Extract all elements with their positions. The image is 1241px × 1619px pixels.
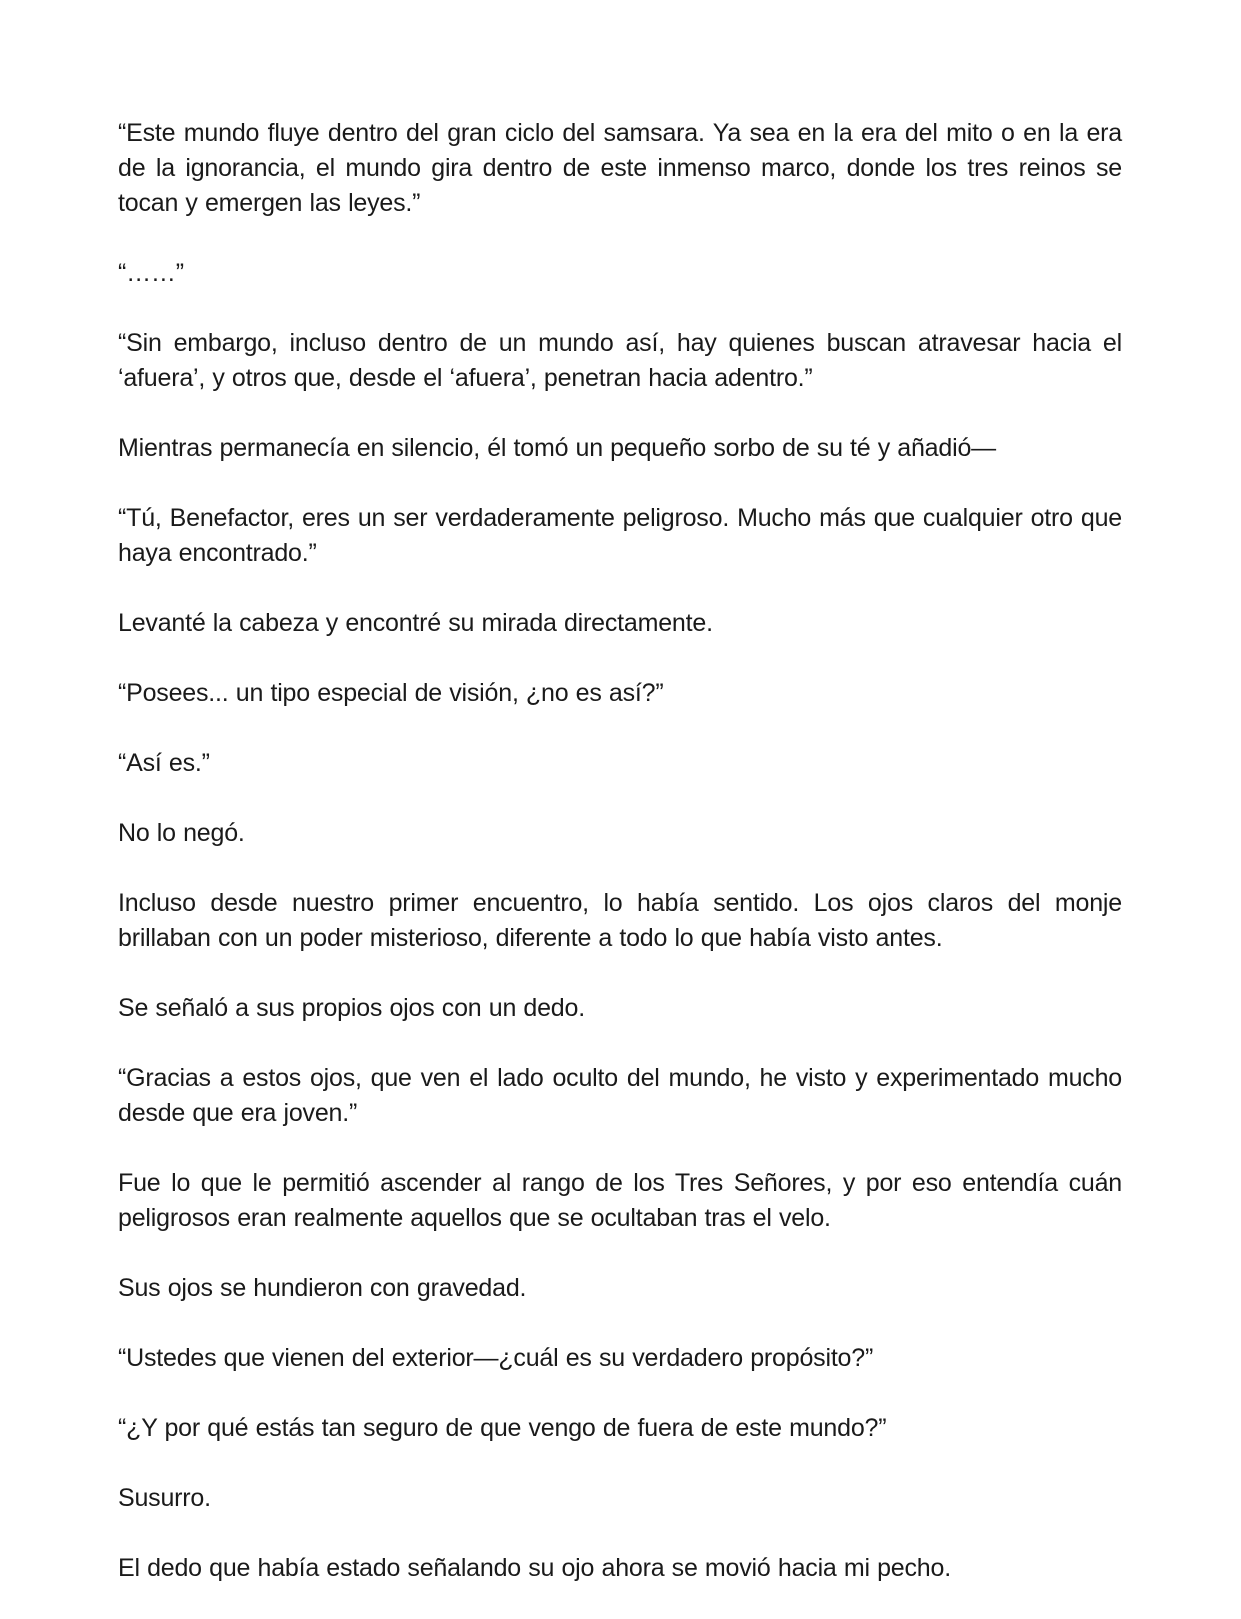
paragraph: Susurro. bbox=[118, 1484, 211, 1512]
paragraph: Incluso desde nuestro primer encuentro, lo había sentido. Los ojos claros del monje brillaban con un poder misterioso, diferente a todo lo que había visto antes. bbox=[118, 889, 1122, 952]
paragraph: “Posees... un tipo especial de visión, ¿no es así?” bbox=[118, 679, 664, 707]
paragraph: “Tú, Benefactor, eres un ser verdaderamente peligroso. Mucho más que cualquier otro que haya encontrado.” bbox=[118, 504, 1122, 567]
paragraph: Fue lo que le permitió ascender al rango de los Tres Señores, y por eso entendía cuán peligrosos eran realmente aquellos que se ocultaban tras el velo. bbox=[118, 1169, 1122, 1232]
paragraph: No lo negó. bbox=[118, 819, 245, 847]
paragraph: “……” bbox=[118, 259, 184, 287]
paragraph: “¿Y por qué estás tan seguro de que vengo de fuera de este mundo?” bbox=[118, 1414, 887, 1442]
paragraph: Se señaló a sus propios ojos con un dedo. bbox=[118, 994, 585, 1022]
paragraph: El dedo que había estado señalando su ojo ahora se movió hacia mi pecho. bbox=[118, 1554, 951, 1582]
paragraph: “Sin embargo, incluso dentro de un mundo así, hay quienes buscan atravesar hacia el ‘afuera’, y otros que, desde el ‘afuera’, penetran hacia adentro.” bbox=[118, 329, 1122, 392]
body-text bbox=[118, 116, 1122, 1586]
paragraph: “Este mundo fluye dentro del gran ciclo del samsara. Ya sea en la era del mito o en la era de la ignorancia, el mundo gira dentro de este inmenso marco, donde los tres reinos se tocan y emergen las leyes.” bbox=[118, 119, 1122, 217]
paragraph: “Así es.” bbox=[118, 749, 210, 777]
paragraph: Mientras permanecía en silencio, él tomó un pequeño sorbo de su té y añadió— bbox=[118, 434, 996, 462]
paragraph: Levanté la cabeza y encontré su mirada directamente. bbox=[118, 609, 713, 637]
paragraph: “Gracias a estos ojos, que ven el lado oculto del mundo, he visto y experimentado mucho desde que era joven.” bbox=[118, 1064, 1122, 1127]
paragraph: “Ustedes que vienen del exterior—¿cuál es su verdadero propósito?” bbox=[118, 1344, 874, 1372]
paragraph: Sus ojos se hundieron con gravedad. bbox=[118, 1274, 527, 1302]
